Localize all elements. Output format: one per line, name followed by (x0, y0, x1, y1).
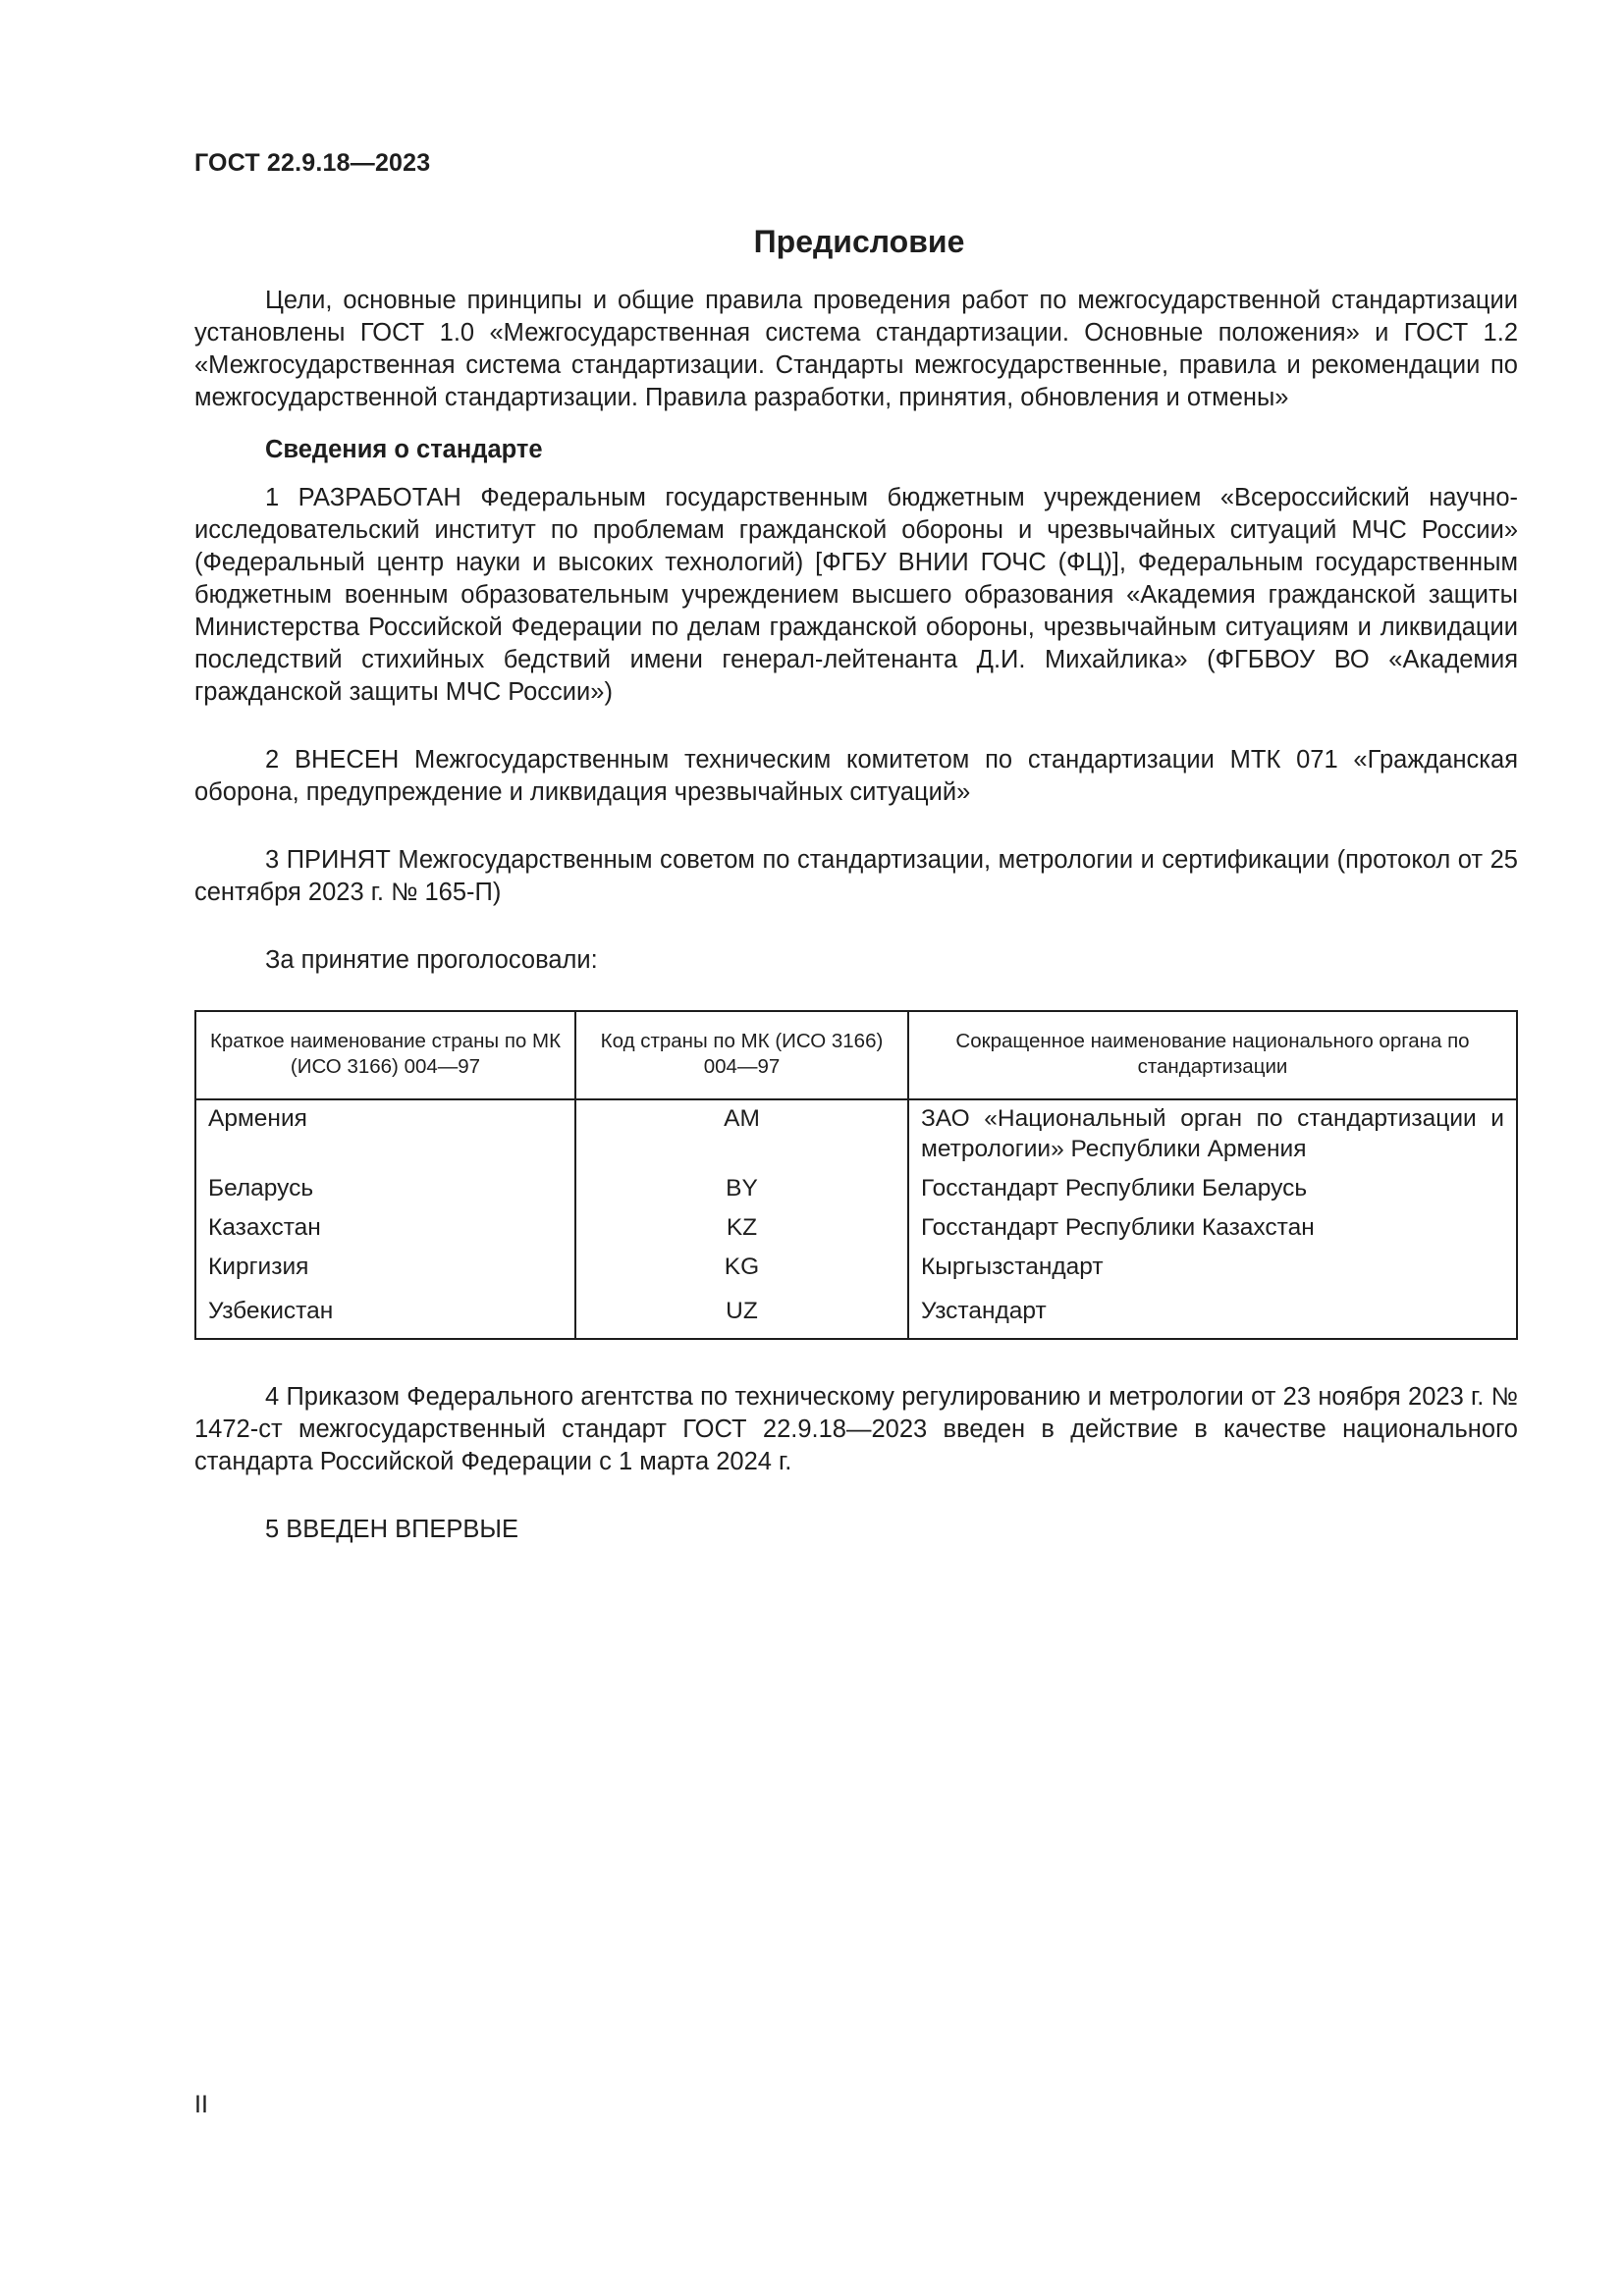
document-body (194, 285, 1518, 1546)
cell-org: ЗАО «Национальный орган по стандартизации и метрологии» Республики Армения (921, 1105, 1504, 1162)
table-header-row (195, 1011, 1517, 1099)
cell-org: Госстандарт Республики Казахстан (921, 1214, 1315, 1241)
cell-code: KG (575, 1249, 908, 1288)
cell-country: Узбекистан (195, 1288, 575, 1339)
cell-org: Кыргызстандарт (921, 1254, 1104, 1280)
document-header: ГОСТ 22.9.18—2023 (194, 149, 431, 177)
voted-intro: За принятие проголосовали: (265, 946, 598, 974)
intro-paragraph: Цели, основные принципы и общие правила проведения работ по межгосударственной стандартизации установлены ГОСТ 1.0 «Межгосударственная система стандартизации. Основные положения» и ГОСТ 1.2 «Межгосударственная система стандартизации. Стандарты межгосударственные, правила и рекомендации по межгосударственной стандартизации. Правила разработки, принятия, обновления и отмены» (194, 287, 1518, 411)
table-row (195, 1170, 1517, 1209)
item-developed: 1 РАЗРАБОТАН Федеральным государственным бюджетным учреждением «Всероссийский научно-исследовательский институт по проблемам гражданской обороны и чрезвычайных ситуаций МЧС России» (Федеральный центр науки и высоких технологий) [ФГБУ ВНИИ ГОЧС (ФЦ)], Федеральным государственным бюджетным военным образовательным учреждением высшего образования «Академия гражданской защиты Министерства Российской Федерации по делам гражданской обороны, чрезвычайным ситуациям и ликвидации последствий стихийных бедствий имени генерал-лейтенанта Д.И. Михайлика» (ФГБВОУ ВО «Академия гражданской защиты МЧС России») (194, 484, 1518, 706)
cell-country: Армения (195, 1099, 575, 1170)
cell-country: Казахстан (195, 1209, 575, 1249)
page-title: Предисловие (753, 224, 965, 259)
section-subheading: Сведения о стандарте (265, 436, 543, 463)
cell-org: Узстандарт (921, 1298, 1047, 1324)
table-row (195, 1288, 1517, 1339)
cell-country: Беларусь (195, 1170, 575, 1209)
cell-code: BY (575, 1170, 908, 1209)
table-header-code: Код страны по МК (ИСО 3166) 004—97 (575, 1011, 908, 1099)
cell-org: Госстандарт Республики Беларусь (921, 1175, 1308, 1201)
page-number: II (194, 2091, 208, 2118)
table-row (195, 1209, 1517, 1249)
item-adopted: 3 ПРИНЯТ Межгосударственным советом по стандартизации, метрологии и сертификации (протокол от 25 сентября 2023 г. № 165-П) (194, 846, 1518, 906)
table-row (195, 1249, 1517, 1288)
item-first: 5 ВВЕДЕН ВПЕРВЫЕ (265, 1516, 519, 1543)
item-introduced: 2 ВНЕСЕН Межгосударственным техническим комитетом по стандартизации МТК 071 «Гражданская оборона, предупреждение и ликвидация чрезвычайных ситуаций» (194, 746, 1518, 806)
table-row (195, 1099, 1517, 1170)
table-header-country: Краткое наименование страны по МК (ИСО 3166) 004—97 (195, 1011, 575, 1099)
cell-country: Киргизия (195, 1249, 575, 1288)
table-header-org: Сокращенное наименование национального органа по стандартизации (908, 1011, 1517, 1099)
cell-code: KZ (575, 1209, 908, 1249)
cell-code: AM (575, 1099, 908, 1170)
item-enacted: 4 Приказом Федерального агентства по техническому регулированию и метрологии от 23 ноября 2023 г. № 1472-ст межгосударственный стандарт ГОСТ 22.9.18—2023 введен в действие в качестве национального стандарта Российской Федерации с 1 марта 2024 г. (194, 1383, 1518, 1475)
cell-code: UZ (575, 1288, 908, 1339)
voting-table (194, 1010, 1518, 1340)
